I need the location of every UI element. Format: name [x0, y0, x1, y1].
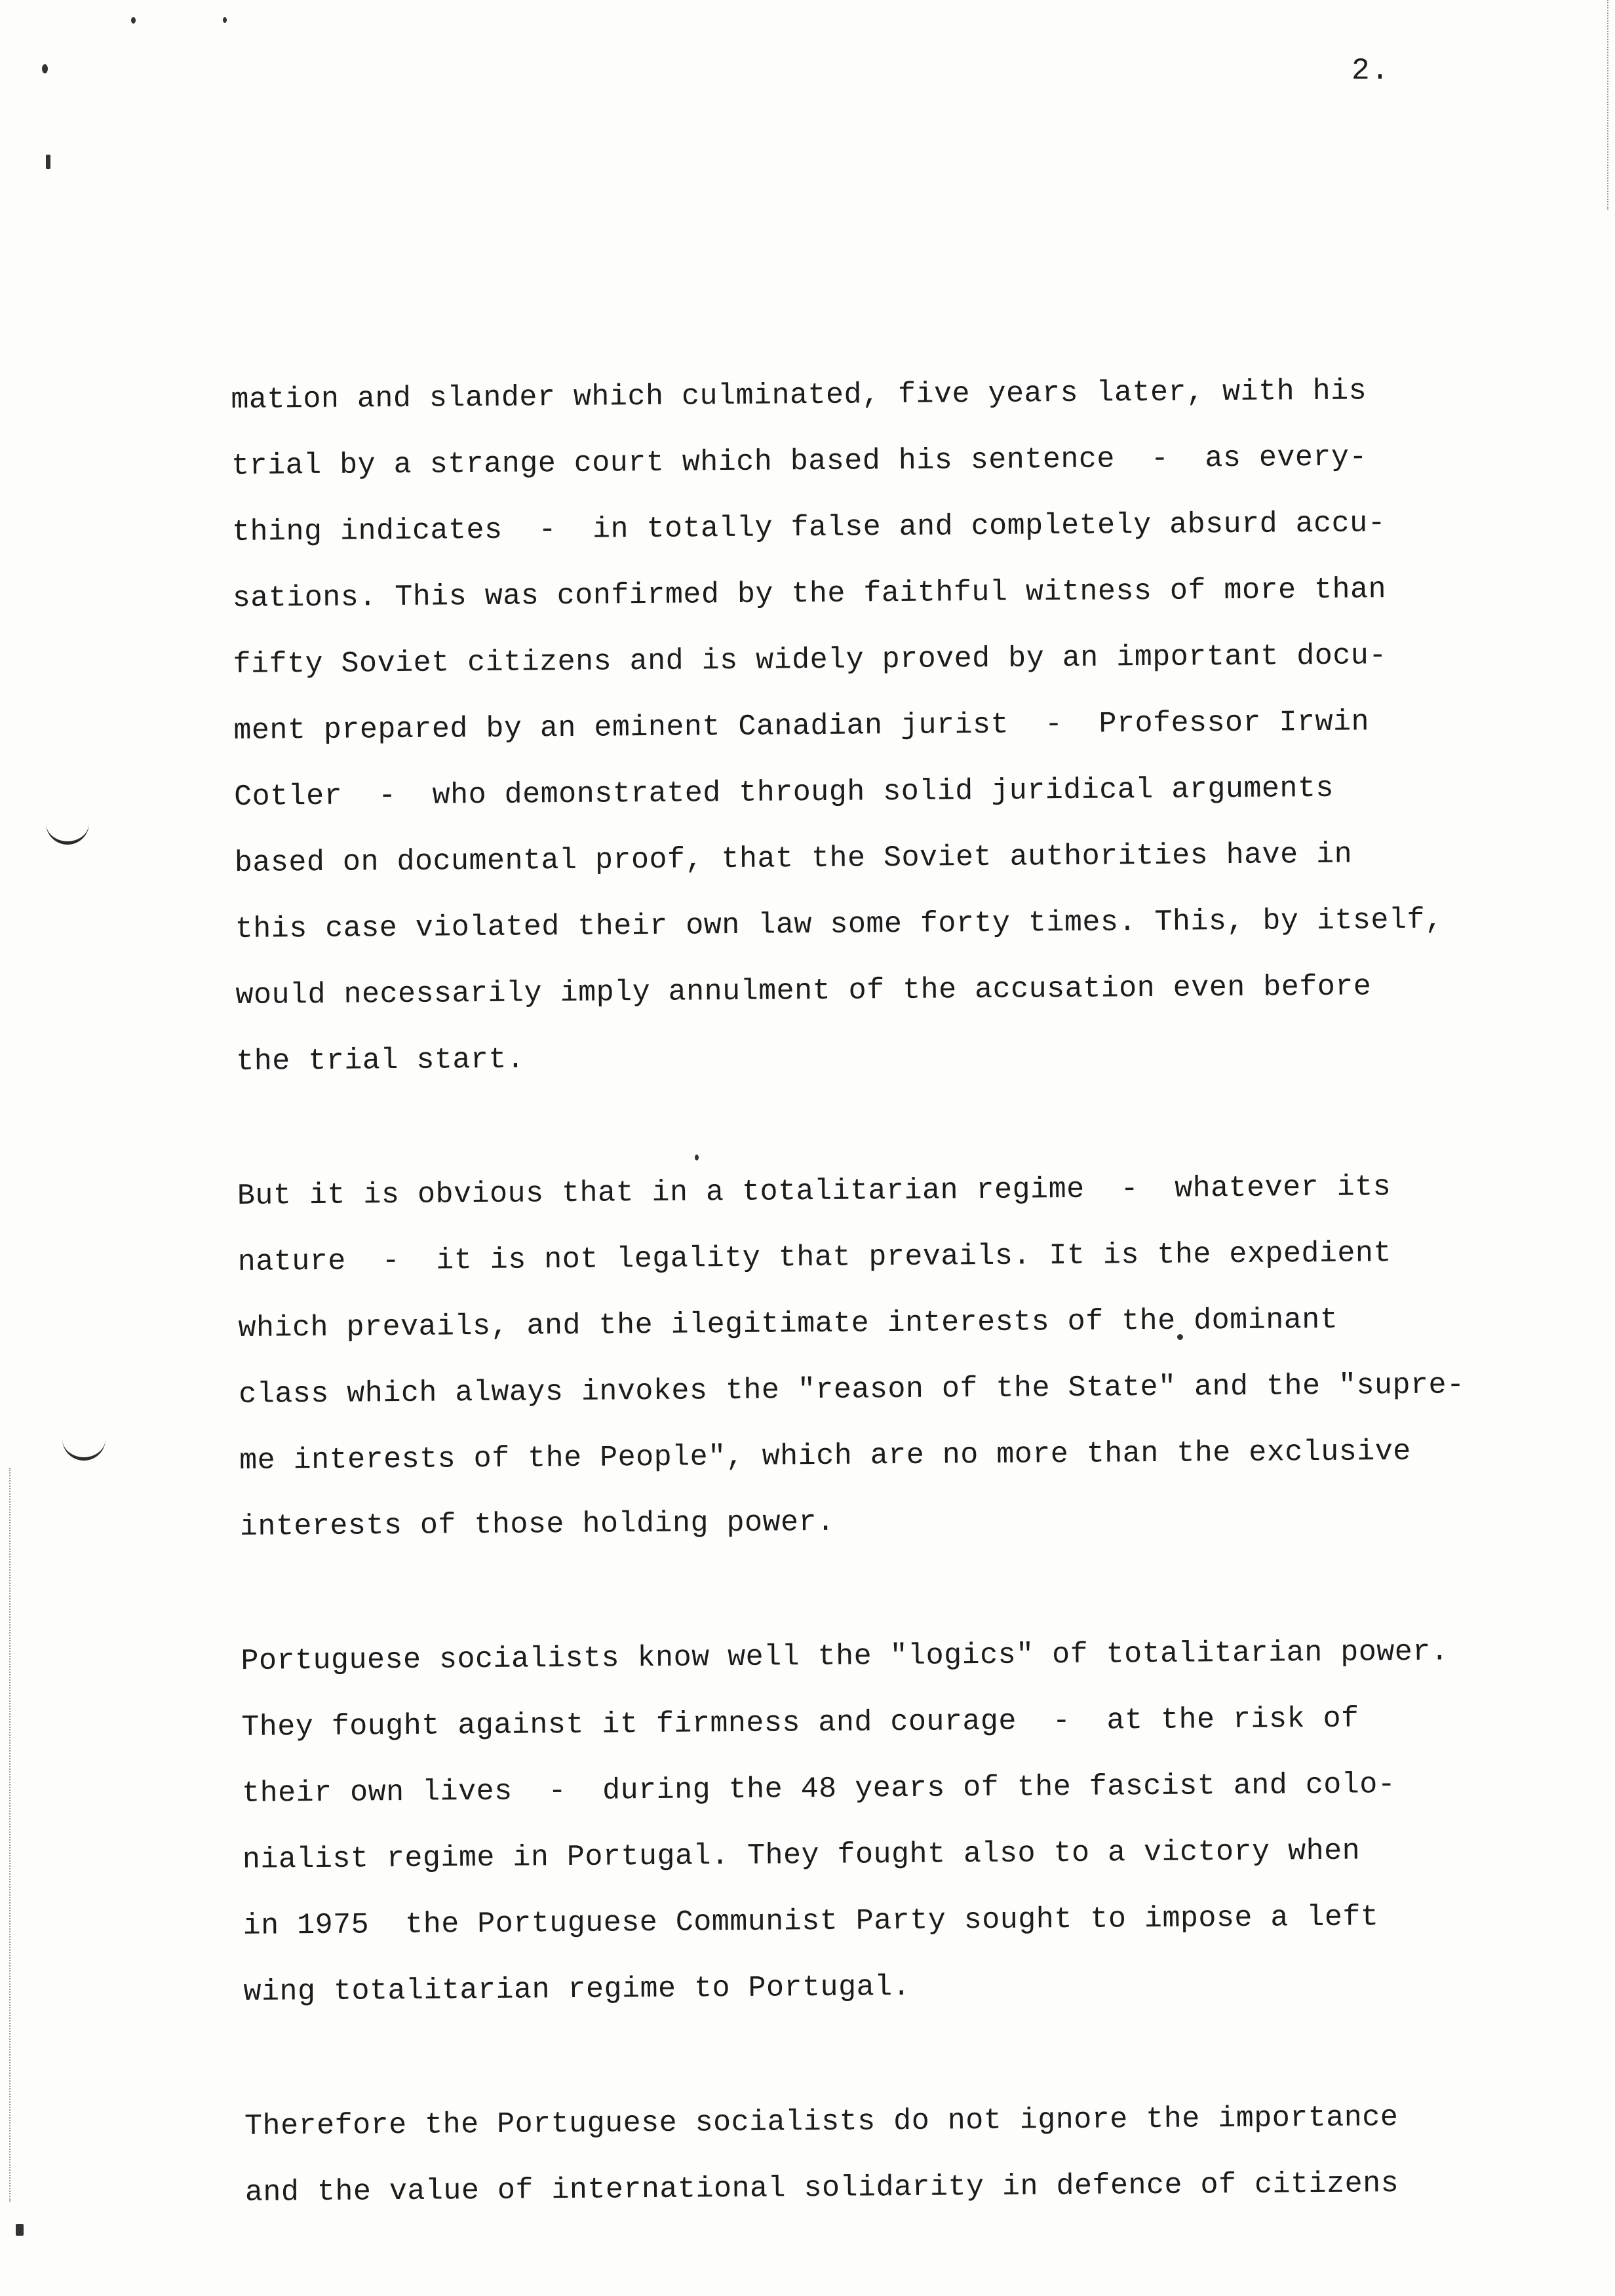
- paragraph-3: [241, 1618, 1614, 2025]
- paragraph-2: [237, 1153, 1610, 1560]
- scan-speck: [42, 64, 48, 73]
- paragraph-1: [231, 356, 1606, 1095]
- text-line: nature - it is not legality that prevails. It is the expedient: [237, 1236, 1392, 1279]
- text-line: thing indicates - in totally false and completely absurd accu-: [231, 507, 1386, 549]
- paragraph-4: [244, 2083, 1615, 2226]
- text-line: their own lives - during the 48 years of the fascist and colo-: [241, 1768, 1396, 1810]
- text-line: class which always invokes the "reason of the State" and the "supre-: [239, 1368, 1465, 1411]
- text-line: trial by a strange court which based his sentence - as every-: [231, 440, 1368, 483]
- scan-speck: [46, 155, 50, 169]
- text-line: But it is obvious that in a totalitarian regime - whatever its: [237, 1170, 1391, 1213]
- text-line: mation and slander which culminated, five years later, with his: [231, 374, 1367, 417]
- text-line: ment prepared by an eminent Canadian jurist - Professor Irwin: [233, 705, 1370, 748]
- text-line: based on documental proof, that the Soviet authorities have in: [234, 837, 1353, 880]
- text-line: this case violated their own law some forty times. This, by itself,: [235, 903, 1443, 946]
- text-line: fifty Soviet citizens and is widely proved by an important docu-: [233, 639, 1387, 681]
- scan-speck: [131, 17, 136, 24]
- text-line: in 1975 the Portuguese Communist Party sought to impose a left: [243, 1900, 1379, 1943]
- text-line: me interests of the People", which are no more than the exclusive: [239, 1434, 1412, 1478]
- text-line: Therefore the Portuguese socialists do not ignore the importance: [244, 2101, 1399, 2143]
- text-line: which prevails, and the ilegitimate interests of the dominant: [238, 1303, 1338, 1345]
- text-line: and the value of international solidarity in defence of citizens: [244, 2167, 1399, 2210]
- scan-speck: [16, 2224, 24, 2236]
- punch-hole-mark-top: [46, 819, 89, 845]
- scan-edge-line: [1607, 0, 1608, 210]
- text-line: nialist regime in Portugal. They fought also to a victory when: [242, 1834, 1361, 1877]
- text-line: interests of those holding power.: [239, 1505, 835, 1544]
- punch-hole-mark-bottom: [62, 1435, 106, 1461]
- text-line: wing totalitarian regime to Portugal.: [243, 1970, 911, 2009]
- scan-edge-line: [9, 1468, 10, 2202]
- scan-speck: [223, 17, 227, 23]
- text-line: sations. This was confirmed by the faithful witness of more than: [232, 573, 1387, 615]
- text-line: They fought against it firmness and courage - at the risk of: [241, 1702, 1359, 1744]
- text-line: Cotler - who demonstrated through solid juridical arguments: [233, 771, 1334, 814]
- body-text: [231, 356, 1615, 2294]
- text-line: the trial start.: [236, 1043, 525, 1079]
- text-line: would necessarily imply annulment of the accusation even before: [235, 970, 1372, 1012]
- page-number: 2.: [1352, 54, 1391, 88]
- text-line: Portuguese socialists know well the "logics" of totalitarian power.: [241, 1635, 1449, 1678]
